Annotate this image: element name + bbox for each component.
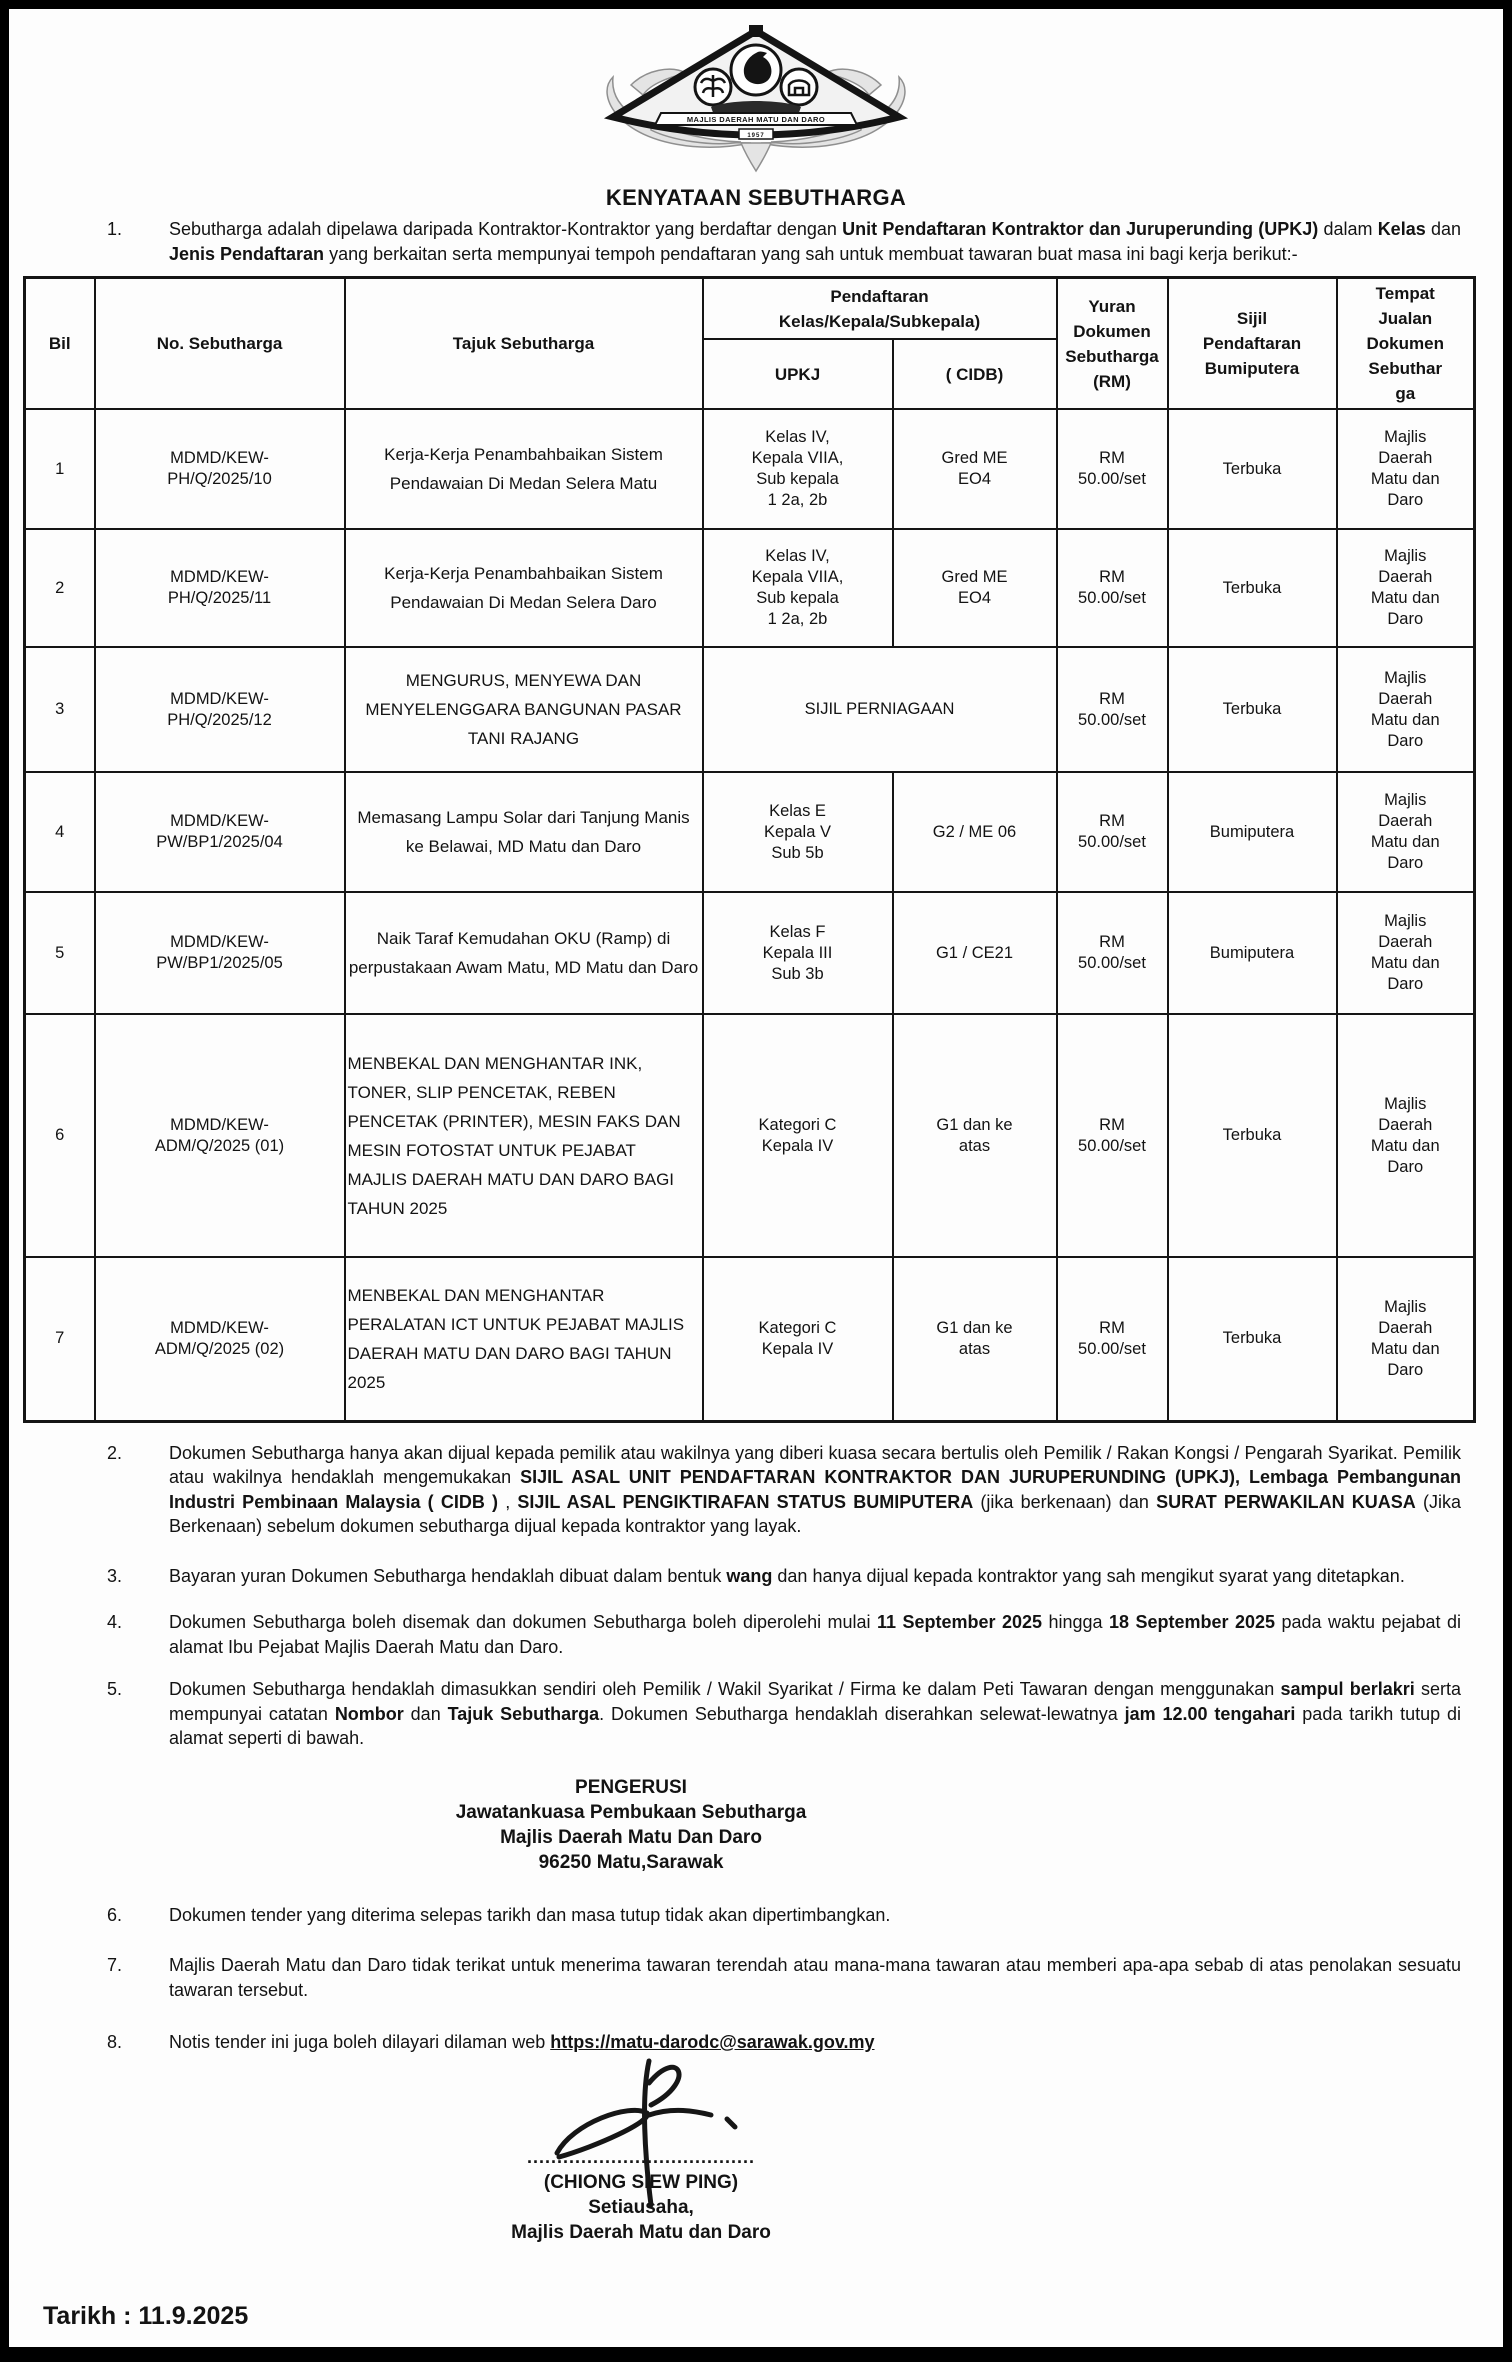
cell-no-text: MDMD/KEW-PH/Q/2025/11 [167,568,272,607]
clause-number: 6. [107,1904,123,1925]
cell-upkj [703,772,893,892]
clause-8 [107,2030,1461,2055]
clause-text: Bayaran yuran Dokumen Sebutharga hendaklah dibuat dalam bentuk wang dan hanya dijual kepada kontraktor yang sah mengikut syarat yang ditetapkan. [169,1565,1405,1586]
clause-number: 5. [107,1679,123,1699]
cell-cidb-text: G1 dan ke atas [936,1318,1013,1358]
crest-finial [749,25,763,37]
cell-cidb [893,409,1057,529]
clause-2 [107,1441,1461,1539]
cell-no [95,409,345,529]
clause-number: 2. [107,1442,123,1463]
address-block [9,1775,1253,1875]
cell-upkj [703,1014,893,1257]
cell-tempat [1337,892,1475,1014]
cell-cidb [893,772,1057,892]
table-header-row-1 [25,278,1475,340]
cell-tempat [1337,409,1475,529]
col-header-bil: Bil [25,278,95,410]
cell-sijil: Terbuka [1168,409,1337,529]
col-header-tempat [1337,278,1475,410]
cell-tempat [1337,647,1475,772]
cell-yuran [1057,1257,1168,1421]
cell-upkj-text: Kategori C Kepala IV [758,1115,837,1155]
cell-upkj [703,1257,893,1421]
cell-tempat [1337,772,1475,892]
cell-tajuk: Memasang Lampu Solar dari Tanjung Manis ke Belawai, MD Matu dan Daro [345,772,703,892]
tender-table [23,276,1476,1423]
clause-number: 8. [107,2032,123,2052]
cell-no [95,1257,345,1421]
clause-number: 7. [107,1955,123,1975]
table-row [25,1014,1475,1257]
col-header-pendaftaran-label: Pendaftaran Kelas/Kepala/Subkepala) [778,286,981,331]
table-row [25,1257,1475,1421]
cell-bil: 6 [25,1014,95,1257]
cell-bil: 1 [25,409,95,529]
col-header-tajuk: Tajuk Sebutharga [345,278,703,410]
table-row [25,892,1475,1014]
address-line-3: Majlis Daerah Matu Dan Daro [500,1826,762,1848]
cell-yuran-text: RM 50.00/set [1078,933,1146,972]
clause-text: Sebutharga adalah dipelawa daripada Kontraktor-Kontraktor yang berdaftar dengan Unit Pendaftaran Kontraktor dan Juruperunding (UPKJ) dalam Kelas dan Jenis Pendaftaran yang berkaitan serta mempunyai tempoh pendaftaran yang sah untuk membuat tawaran buat masa ini bagi kerja berikut:- [169,219,1461,264]
clause-text: Dokumen tender yang diterima selepas tarikh dan masa tutup tidak akan dipertimbangkan. [169,1904,891,1925]
signatory-name: (CHIONG SIEW PING) [543,2171,739,2193]
clause-number: 3. [107,1565,123,1586]
cell-upkj [703,529,893,647]
table-row [25,529,1475,647]
cell-tempat-text: Majlis Daerah Matu dan Daro [1370,1094,1440,1176]
clause-text: Dokumen Sebutharga hanya akan dijual kepada pemilik atau wakilnya yang diberi kuasa secara bertulis oleh Pemilik / Rakan Kongsi / Pengarah Syarikat. Pemilik atau wakilnya hendaklah mengemukakan SIJIL ASAL UNIT PENDAFTARAN KONTRAKTOR DAN JURUPERUNDING (UPKJ), Lembaga Pembangunan Industri Pembinaan Malaysia ( CIDB ) , SIJIL ASAL PENGIKTIRAFAN STATUS BUMIPUTERA (jika berkenaan) dan SURAT PERWAKILAN KUASA (Jika Berkenaan) sebelum dokumen sebutharga dijual kepada kontraktor yang layak. [169,1442,1461,1536]
clause-3 [107,1564,1461,1589]
cell-no [95,892,345,1014]
cell-yuran [1057,409,1168,529]
col-header-upkj: UPKJ [703,339,893,409]
cell-bil: 2 [25,529,95,647]
cell-cidb-text: Gred ME EO4 [941,449,1008,488]
document-date: Tarikh : 11.9.2025 [43,2302,249,2330]
clause-1 [107,217,1461,266]
col-header-yuran [1057,278,1168,410]
cell-tempat-text: Majlis Daerah Matu dan Daro [1370,428,1440,509]
cell-upkj-text: Kelas IV, Kepala VIIA, Sub kepala 1 2a, 2b [751,547,844,628]
signatory-role: Setiausaha, [588,2196,694,2218]
cell-sijil: Terbuka [1168,1257,1337,1421]
cell-cidb-text: Gred ME EO4 [941,568,1008,607]
cell-no-text: MDMD/KEW-ADM/Q/2025 (02) [154,1318,285,1358]
clause-text-web-link[interactable]: Notis tender ini juga boleh dilayari dilaman web https://matu-darodc@sarawak.gov.my [169,2032,875,2052]
cell-yuran [1057,892,1168,1014]
col-header-sijil-label: Sijil Pendaftaran Bumiputera [1202,309,1302,378]
cell-bil: 4 [25,772,95,892]
signatory-org: Majlis Daerah Matu dan Daro [511,2221,771,2243]
col-header-tempat-label: Tempat Jualan Dokumen Sebutharga [1366,284,1444,403]
page-title: KENYATAAN SEBUTHARGA [605,185,907,210]
cell-cidb-text: G1 dan ke atas [936,1115,1013,1155]
cell-no-text: MDMD/KEW-ADM/Q/2025 (01) [154,1115,285,1155]
cell-yuran [1057,772,1168,892]
cell-tajuk: Kerja-Kerja Penambahbaikan Sistem Pendawaian Di Medan Selera Daro [345,529,703,647]
cell-sijil: Bumiputera [1168,892,1337,1014]
col-header-no: No. Sebutharga [95,278,345,410]
clause-4 [107,1610,1461,1659]
col-header-pendaftaran [703,278,1057,340]
clause-5 [107,1677,1461,1751]
cell-no [95,647,345,772]
cell-tajuk: MENBEKAL DAN MENGHANTAR INK, TONER, SLIP PENCETAK, REBEN PENCETAK (PRINTER), MESIN FAKS DAN MESIN FOTOSTAT UNTUK PEJABAT MAJLIS DAERAH MATU DAN DARO BAGI TAHUN 2025 [345,1014,703,1257]
cell-yuran [1057,529,1168,647]
address-line-1: PENGERUSI [575,1776,687,1798]
cell-tajuk: MENBEKAL DAN MENGHANTAR PERALATAN ICT UNTUK PEJABAT MAJLIS DAERAH MATU DAN DARO BAGI TAHUN 2025 [345,1257,703,1421]
cell-no-text: MDMD/KEW-PH/Q/2025/10 [167,449,272,488]
cell-no [95,772,345,892]
clause-7 [107,1953,1461,2002]
col-header-yuran-label: Yuran Dokumen Sebutharga (RM) [1065,296,1159,391]
cell-upkj-text: Kategori C Kepala IV [758,1318,837,1358]
cell-cidb-text: G2 / ME 06 [932,822,1017,841]
cell-cidb [893,892,1057,1014]
cell-bil: 5 [25,892,95,1014]
col-header-sijil [1168,278,1337,410]
cell-no [95,529,345,647]
clause-text: Dokumen Sebutharga boleh disemak dan dokumen Sebutharga boleh diperolehi mulai 11 September 2025 hingga 18 September 2025 pada waktu pejabat di alamat Ibu Pejabat Majlis Daerah Matu dan Daro. [169,1612,1461,1657]
cell-yuran-text: RM 50.00/set [1078,449,1146,488]
cell-tempat [1337,1014,1475,1257]
table-row [25,772,1475,892]
logo-container [9,9,1503,177]
cell-yuran [1057,647,1168,772]
cell-upkj-text: Kelas IV, Kepala VIIA, Sub kepala 1 2a, 2b [751,428,844,509]
crest-banner-text: MAJLIS DAERAH MATU DAN DARO [686,115,826,124]
cell-cidb-text: G1 / CE21 [935,943,1014,962]
cell-cidb [893,1257,1057,1421]
cell-tempat-text: Majlis Daerah Matu dan Daro [1370,791,1440,872]
cell-tempat-text: Majlis Daerah Matu dan Daro [1370,1297,1440,1379]
cell-yuran-text: RM 50.00/set [1078,1115,1146,1155]
cell-no-text: MDMD/KEW-PH/Q/2025/12 [167,689,272,729]
council-crest-logo [591,25,921,175]
cell-yuran-text: RM 50.00/set [1078,812,1146,851]
clause-6 [107,1903,1461,1928]
table-row [25,647,1475,772]
cell-bil: 7 [25,1257,95,1421]
cell-sijil: Terbuka [1168,529,1337,647]
address-line-4: 96250 Matu,Sarawak [538,1851,724,1873]
cell-yuran-text: RM 50.00/set [1078,689,1146,729]
cell-tajuk: Kerja-Kerja Penambahbaikan Sistem Pendawaian Di Medan Selera Matu [345,409,703,529]
cell-tempat [1337,529,1475,647]
cell-no [95,1014,345,1257]
cell-no-text: MDMD/KEW-PW/BP1/2025/05 [156,933,283,972]
cell-upkj-text: Kelas F Kepala III Sub 3b [762,922,833,983]
cell-upkj-text: Kelas E Kepala V Sub 5b [764,801,831,862]
cell-yuran [1057,1014,1168,1257]
signature-block [9,2057,1273,2245]
table-row [25,409,1475,529]
col-header-cidb: ( CIDB) [893,339,1057,409]
cell-tajuk: Naik Taraf Kemudahan OKU (Ramp) di perpustakaan Awam Matu, MD Matu dan Daro [345,892,703,1014]
cell-upkj-cidb-merged: SIJIL PERNIAGAAN [703,647,1057,772]
cell-tajuk: MENGURUS, MENYEWA DAN MENYELENGGARA BANGUNAN PASAR TANI RAJANG [345,647,703,772]
cell-sijil: Terbuka [1168,647,1337,772]
cell-upkj [703,892,893,1014]
cell-upkj [703,409,893,529]
clause-text: Majlis Daerah Matu dan Daro tidak terikat untuk menerima tawaran terendah atau mana-mana tawaran atau memberi apa-apa sebab di atas penolakan sesuatu tawaran tersebut. [169,1955,1461,2000]
cell-sijil: Bumiputera [1168,772,1337,892]
cell-sijil: Terbuka [1168,1014,1337,1257]
cell-tempat [1337,1257,1475,1421]
handwritten-signature [511,2057,771,2207]
cell-tempat-text: Majlis Daerah Matu dan Daro [1370,912,1440,993]
cell-tempat-text: Majlis Daerah Matu dan Daro [1370,547,1440,628]
cell-bil: 3 [25,647,95,772]
cell-cidb [893,529,1057,647]
signature-dotted-line: ...................................... [526,2146,756,2167]
clause-number: 1. [107,219,123,239]
clause-number: 4. [107,1612,123,1632]
crest-year-text: 1957 [747,133,765,139]
clause-text: Dokumen Sebutharga hendaklah dimasukkan sendiri oleh Pemilik / Wakil Syarikat / Firma ke dalam Peti Tawaran dengan menggunakan sampul berlakri serta mempunyai catatan Nombor dan Tajuk Sebutharga. Dokumen Sebutharga hendaklah diserahkan selewat-lewatnya jam 12.00 tengahari pada tarikh tutup di alamat seperti di bawah. [169,1679,1461,1748]
cell-no-text: MDMD/KEW-PW/BP1/2025/04 [156,812,283,851]
cell-yuran-text: RM 50.00/set [1078,568,1146,607]
cell-yuran-text: RM 50.00/set [1078,1318,1146,1358]
cell-cidb [893,1014,1057,1257]
address-line-2: Jawatankuasa Pembukaan Sebutharga [455,1801,807,1823]
cell-tempat-text: Majlis Daerah Matu dan Daro [1370,668,1440,750]
